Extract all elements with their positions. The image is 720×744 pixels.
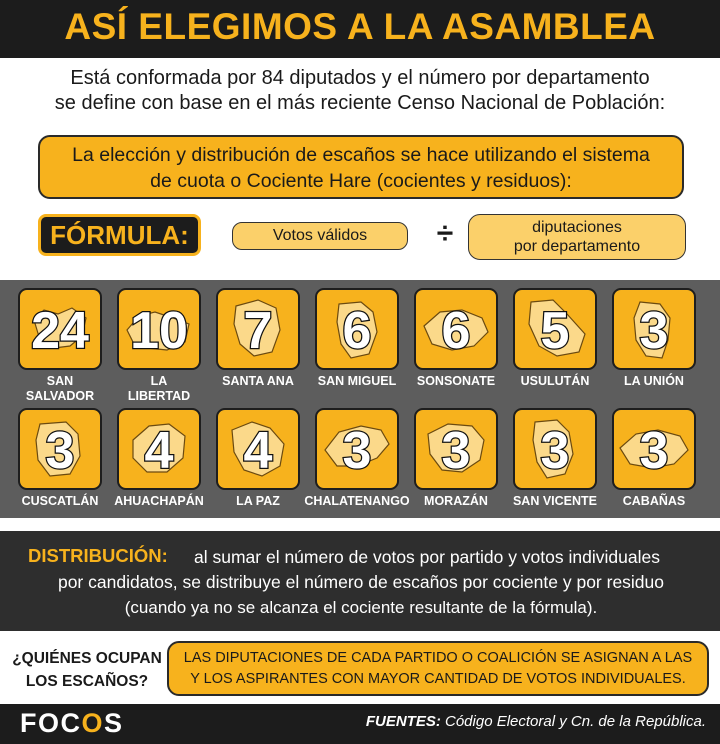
department-name-line-1: MORAZÁN [424, 494, 488, 508]
department-name [202, 494, 314, 509]
seat-count: 7 [243, 302, 273, 360]
department-tile [117, 288, 201, 370]
denominator-line-1: diputaciones [532, 219, 622, 236]
department-tile [414, 288, 498, 370]
answer-line-2: Y LOS ASPIRANTES CON MAYOR CANTIDAD DE VOTOS INDIVIDUALES. [190, 671, 686, 687]
department-name [301, 494, 413, 509]
department-tile [513, 288, 597, 370]
logo-text-start: FOC [20, 708, 82, 738]
seat-count: 24 [31, 302, 89, 360]
hare-line-1: La elección y distribución de escaños se hace utilizando el sistema [72, 144, 650, 166]
distribution-line-3: (cuando ya no se alcanza el cociente resultante de la fórmula). [124, 598, 598, 617]
seat-count: 3 [639, 422, 669, 480]
sources-label: FUENTES: [365, 713, 441, 730]
answer-line-1: LAS DIPUTACIONES DE CADA PARTIDO O COALICIÓN SE ASIGNAN A LAS [183, 650, 693, 666]
department-tile [216, 408, 300, 490]
department-tile [414, 408, 498, 490]
department-tile [513, 408, 597, 490]
department-name [103, 374, 215, 404]
department-name [4, 494, 116, 509]
formula-numerator: Votos válidos [232, 222, 408, 250]
logo-text-accent: O [81, 708, 105, 738]
intro-text [10, 66, 710, 116]
intro-line-2: se define con base en el más reciente Censo Nacional de Población: [54, 92, 666, 114]
department-tile [18, 288, 102, 370]
department-name-line-1: SAN [46, 374, 74, 388]
focos-logo [20, 708, 124, 739]
department-name-line-1: LA [150, 374, 168, 388]
sources-value: Código Electoral y Cn. de la República. [440, 713, 706, 730]
department-name [103, 494, 215, 509]
department-name-line-1: CHALATENANGO [304, 494, 410, 508]
department-tile [612, 408, 696, 490]
seat-count: 5 [540, 302, 570, 360]
department-name-line-1: CUSCATLÁN [21, 494, 99, 508]
department-name [598, 494, 710, 509]
logo-text-end: S [104, 708, 124, 738]
department-tile [18, 408, 102, 490]
department-name [598, 374, 710, 389]
divide-icon: ÷ [436, 217, 454, 250]
department-name [400, 494, 512, 509]
department-name [4, 374, 116, 404]
department-name-line-1: SAN MIGUEL [317, 374, 397, 388]
seat-count: 3 [45, 422, 75, 480]
question-line-2: LOS ESCAÑOS? [25, 673, 149, 690]
department-name-line-1: LA PAZ [236, 494, 280, 508]
answer-box [167, 641, 709, 696]
seat-count: 3 [639, 302, 669, 360]
seat-count: 3 [441, 422, 471, 480]
department-name [301, 374, 413, 389]
seat-count: 6 [441, 302, 471, 360]
denominator-line-2: por departamento [513, 238, 641, 255]
department-name [499, 374, 611, 389]
department-name-line-1: USULUTÁN [520, 374, 590, 388]
hare-method-box [38, 135, 684, 199]
department-name-line-1: CABAÑAS [622, 494, 686, 508]
department-name-line-2: SALVADOR [25, 389, 95, 403]
seat-count: 10 [130, 302, 188, 360]
intro-line-1: Está conformada por 84 diputados y el número por departamento [70, 67, 650, 89]
formula-denominator [468, 214, 686, 260]
page-title: ASÍ ELEGIMOS A LA ASAMBLEA [64, 6, 656, 47]
formula-label: FÓRMULA: [38, 214, 201, 256]
department-tile [117, 408, 201, 490]
distribution-line-1: al sumar el número de votos por partido y votos individuales [194, 547, 660, 567]
department-name-line-2: LIBERTAD [127, 389, 191, 403]
department-tile [612, 288, 696, 370]
distribution-line-2: por candidatos, se distribuye el número de escaños por cociente y por residuo [57, 572, 665, 592]
seat-count: 3 [540, 422, 570, 480]
department-tile [315, 288, 399, 370]
department-name [400, 374, 512, 389]
seat-count: 3 [342, 422, 372, 480]
department-name [499, 494, 611, 509]
department-tile [315, 408, 399, 490]
seat-count: 4 [243, 422, 273, 480]
seat-count: 6 [342, 302, 372, 360]
seat-count: 4 [144, 422, 174, 480]
distribution-label: DISTRIBUCIÓN: [28, 545, 168, 566]
question-line-1: ¿QUIÉNES OCUPAN [12, 650, 162, 667]
department-name-line-1: SANTA ANA [222, 374, 294, 388]
department-name [202, 374, 314, 389]
departments-panel [0, 280, 720, 518]
question-text [8, 647, 166, 693]
department-name-line-1: AHUACHAPÁN [114, 494, 204, 508]
department-tile [216, 288, 300, 370]
department-name-line-1: SONSONATE [416, 374, 496, 388]
department-name-line-1: SAN VICENTE [512, 494, 598, 508]
department-name-line-1: LA UNIÓN [624, 374, 684, 388]
sources-text [300, 713, 706, 730]
hare-line-2: de cuota o Cociente Hare (cocientes y residuos): [150, 170, 572, 192]
